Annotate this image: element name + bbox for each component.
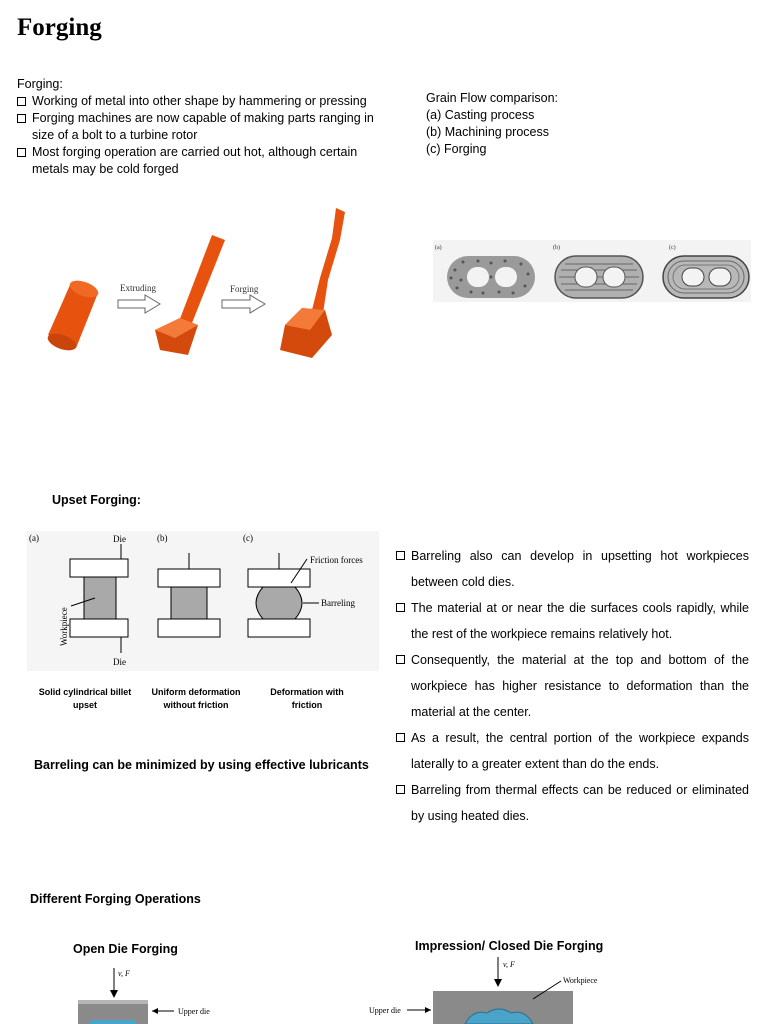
checkbox-bullet-icon: [17, 114, 26, 123]
barreling-bullet: As a result, the central portion of the workpiece expands laterally to a greater extent than do the ends.: [396, 725, 749, 777]
checkbox-bullet-icon: [17, 148, 26, 157]
checkbox-bullet-icon: [396, 733, 405, 742]
barreling-bullet: Consequently, the material at the top and bottom of the workpiece has higher resistance to deformation than the material at the center.: [396, 647, 749, 725]
upset-forging-figure: [27, 531, 379, 671]
svg-text:Forging: Forging: [230, 284, 259, 294]
caption-a: Solid cylindrical billet upset: [38, 687, 132, 710]
svg-text:(a): (a): [435, 245, 442, 251]
operations-heading: Different Forging Operations: [30, 892, 201, 906]
machining-grain-image: [555, 256, 643, 298]
svg-text:Die: Die: [113, 657, 126, 667]
svg-text:v, F: v, F: [118, 969, 130, 978]
open-die-title: Open Die Forging: [73, 942, 178, 956]
grain-flow-item: (c) Forging: [426, 142, 487, 156]
svg-text:Upper die: Upper die: [369, 1006, 401, 1015]
svg-text:Workpiece: Workpiece: [59, 607, 69, 646]
barreling-bullet: Barreling also can develop in upsetting hot workpieces between cold dies.: [396, 543, 749, 595]
intro-bullet: Forging machines are now capable of making parts ranging in size of a bolt to a turbine rotor: [17, 110, 377, 144]
barreling-bullets: [396, 543, 749, 829]
forging-process-figure: [40, 200, 355, 360]
svg-text:Friction forces: Friction forces: [310, 555, 363, 565]
checkbox-bullet-icon: [396, 655, 405, 664]
grain-flow-figure: [433, 240, 751, 302]
open-die-figure: [70, 962, 240, 1024]
forging-grain-image: [663, 256, 749, 298]
grain-flow-heading: Grain Flow comparison:: [426, 91, 558, 105]
grain-flow-item: (a) Casting process: [426, 108, 535, 122]
intro-section: [17, 76, 377, 178]
closed-die-figure: [365, 955, 665, 1024]
svg-text:Extruding: Extruding: [120, 283, 156, 293]
grain-flow-item: (b) Machining process: [426, 125, 549, 139]
intro-bullet: Working of metal into other shape by hammering or pressing: [17, 93, 377, 110]
svg-text:Workpiece: Workpiece: [563, 976, 598, 985]
checkbox-bullet-icon: [396, 785, 405, 794]
lubricant-note: Barreling can be minimized by using effective lubricants: [34, 758, 369, 772]
svg-text:v, F: v, F: [503, 960, 515, 969]
closed-die-title: Impression/ Closed Die Forging: [415, 939, 604, 953]
svg-text:Barreling: Barreling: [321, 598, 355, 608]
forged-part-image: [280, 208, 345, 358]
barreling-bullet: Barreling from thermal effects can be reduced or eliminated by using heated dies.: [396, 777, 749, 829]
casting-grain-image: [447, 256, 535, 298]
barreling-bullet: The material at or near the die surfaces cools rapidly, while the rest of the workpiece remains relatively hot.: [396, 595, 749, 647]
svg-text:(c): (c): [243, 533, 253, 543]
svg-text:(b): (b): [157, 533, 168, 543]
intro-heading: Forging:: [17, 77, 63, 91]
checkbox-bullet-icon: [17, 97, 26, 106]
page-title: Forging: [17, 14, 102, 41]
svg-text:(a): (a): [29, 533, 39, 543]
checkbox-bullet-icon: [396, 551, 405, 560]
svg-text:(c): (c): [669, 245, 676, 251]
checkbox-bullet-icon: [396, 603, 405, 612]
svg-text:Die: Die: [113, 534, 126, 544]
upset-forging-heading: Upset Forging:: [52, 493, 141, 507]
caption-c: Deformation with friction: [270, 687, 344, 710]
extruded-part-image: [155, 235, 225, 355]
grain-flow-section: [426, 90, 726, 158]
billet-image: [46, 277, 101, 353]
extruding-arrow: [118, 283, 160, 313]
svg-text:(b): (b): [553, 245, 560, 251]
forging-arrow: [222, 284, 265, 313]
caption-b: Uniform deformation without friction: [151, 687, 241, 710]
svg-text:Upper die: Upper die: [178, 1007, 210, 1016]
intro-bullet: Most forging operation are carried out hot, although certain metals may be cold forged: [17, 144, 377, 178]
